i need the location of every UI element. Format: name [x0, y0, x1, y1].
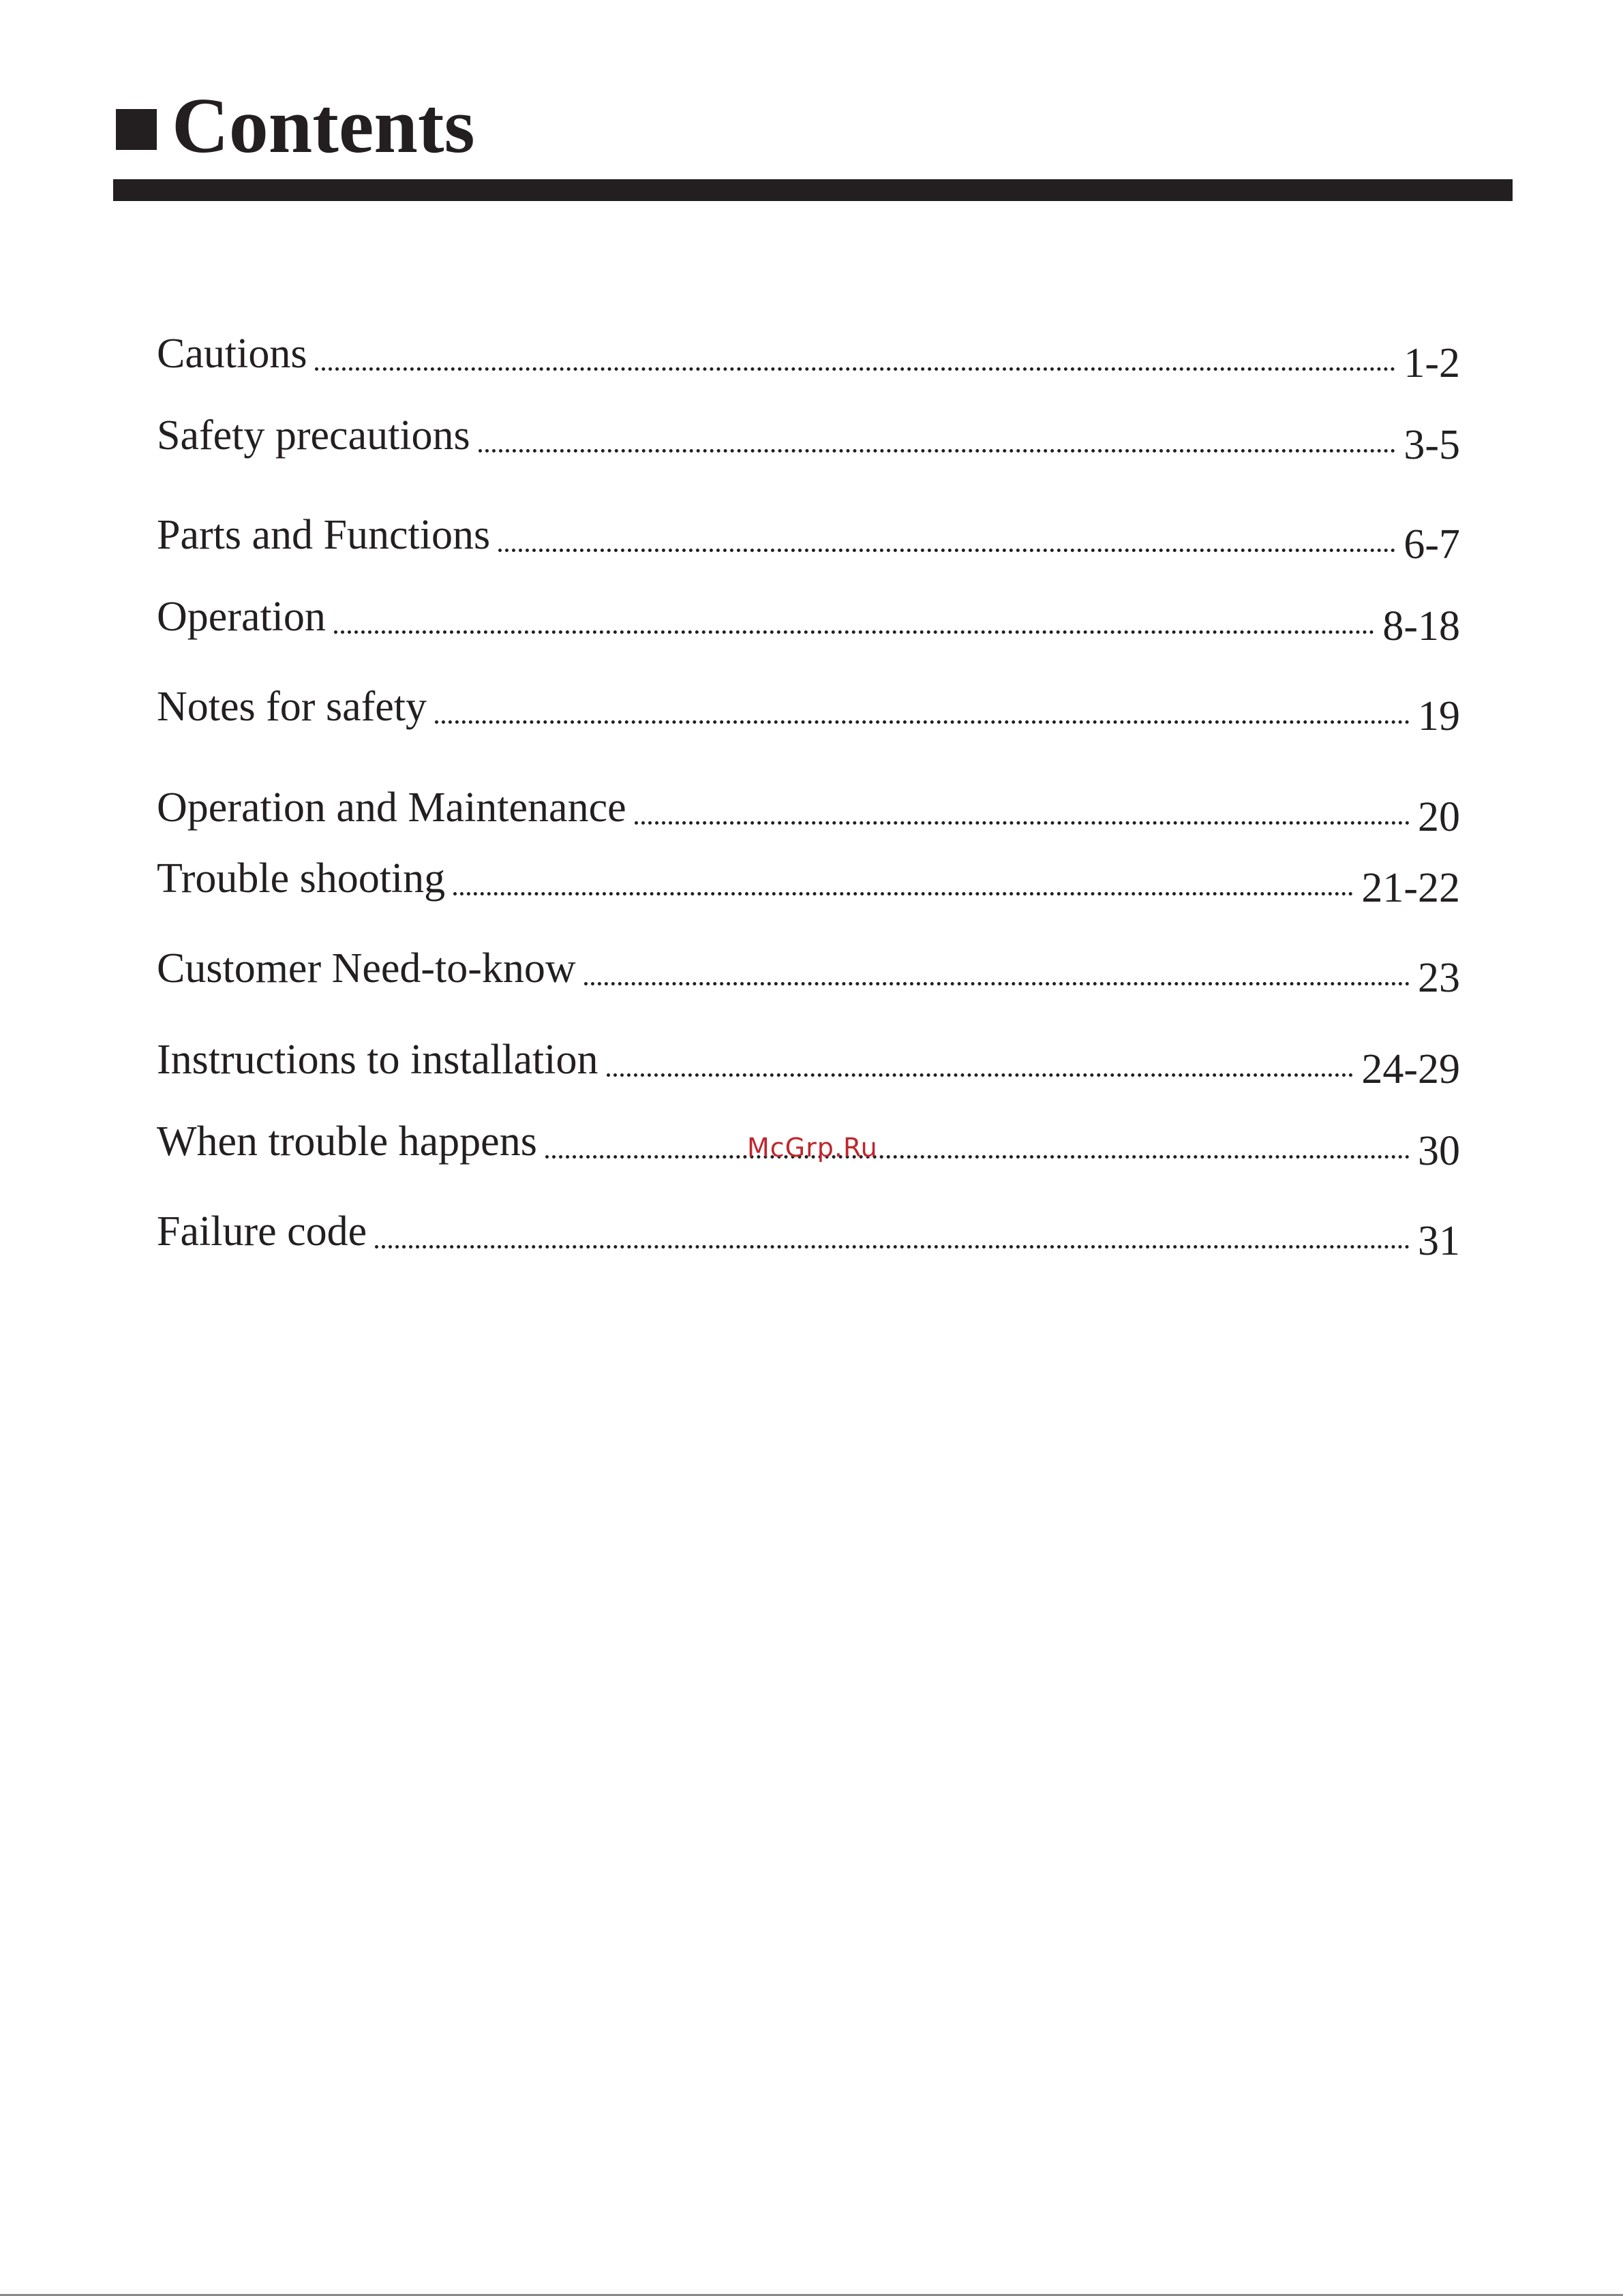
toc-entry-page: 1-2	[1404, 340, 1460, 386]
toc-entry-operation-and-maintenance[interactable]	[157, 767, 1460, 840]
toc-entry-safety-precautions[interactable]	[157, 395, 1460, 468]
toc-entry-notes-for-safety[interactable]	[157, 667, 1460, 739]
dot-leader	[545, 1154, 1410, 1159]
square-bullet-icon	[116, 109, 157, 150]
toc-entry-page: 30	[1418, 1128, 1460, 1174]
toc-entry-label: Customer Need-to-know	[157, 945, 576, 992]
dot-leader	[479, 448, 1396, 453]
toc-entry-page: 31	[1418, 1218, 1460, 1264]
dot-leader	[334, 630, 1374, 634]
toc-entry-label: Parts and Functions	[157, 512, 491, 558]
page-title-row	[116, 72, 475, 181]
toc-entry-page: 6-7	[1404, 521, 1460, 568]
toc-entry-customer-need-to-know[interactable]	[157, 928, 1460, 1001]
toc-entry-page: 23	[1418, 955, 1460, 1001]
toc-entry-label: Instructions to installation	[157, 1037, 598, 1083]
dot-leader	[635, 821, 1410, 825]
dot-leader	[498, 548, 1395, 552]
title-divider	[113, 179, 1513, 201]
toc-entry-label: Operation and Maintenance	[157, 784, 626, 831]
dot-leader	[375, 1244, 1410, 1249]
toc-entry-parts-and-functions[interactable]	[157, 495, 1460, 568]
toc-entry-page: 24-29	[1361, 1046, 1460, 1092]
dot-leader	[584, 981, 1410, 985]
toc-entry-label: When trouble happens	[157, 1118, 537, 1165]
toc-entry-page: 8-18	[1382, 603, 1460, 649]
toc-entry-label: Safety precautions	[157, 412, 470, 459]
dot-leader	[453, 891, 1353, 896]
toc-entry-label: Failure code	[157, 1208, 367, 1255]
toc-entry-page: 20	[1418, 794, 1460, 840]
toc-entry-label: Trouble shooting	[157, 855, 446, 902]
toc-entry-page: 21-22	[1361, 865, 1460, 911]
toc-entry-label: Cautions	[157, 331, 307, 377]
dot-leader	[435, 720, 1410, 724]
toc-entry-label: Notes for safety	[157, 684, 427, 730]
toc-entry-label: Operation	[157, 594, 326, 640]
toc-entry-operation[interactable]	[157, 577, 1460, 649]
toc-entry-instructions-to-installation[interactable]	[157, 1020, 1460, 1092]
toc-entry-page: 19	[1418, 693, 1460, 739]
dot-leader	[315, 367, 1395, 371]
dot-leader	[607, 1073, 1354, 1077]
toc-entry-trouble-shooting[interactable]	[157, 838, 1460, 911]
page-title: Contents	[172, 82, 475, 170]
toc-entry-cautions[interactable]	[157, 313, 1460, 386]
toc-entry-failure-code[interactable]	[157, 1191, 1460, 1264]
toc-entry-page: 3-5	[1404, 422, 1460, 468]
watermark-text: McGrp.Ru	[747, 1133, 878, 1163]
